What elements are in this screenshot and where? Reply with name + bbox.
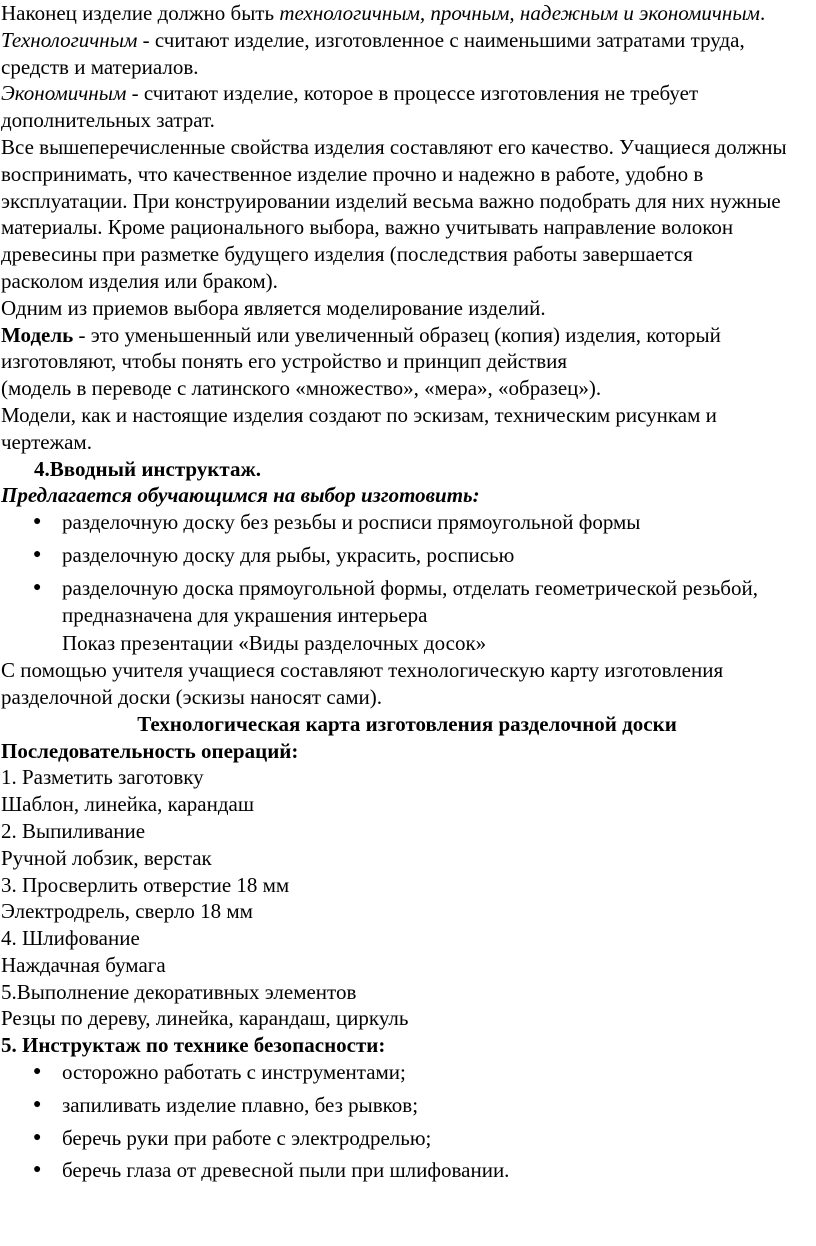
presentation-note: Показ презентации «Виды разделочных досок» [62, 631, 487, 656]
paragraph-quality: Все вышеперечисленные свойства изделия составляют его качество. Учащиеся должны воспринимать, что качественное изделие прочно и надежно в работе, удобно в эксплуатации. При конструировании изделий весьма важно подобрать для них нужные материалы. Кроме рационального выбора, важно учитывать направление волокон древесины при разметке будущего изделия (последствия работы завершается [1, 134, 787, 267]
paragraph-technological [1, 27, 813, 81]
operation-step: 3. Просверлить отверстие 18 мм [1, 872, 290, 897]
safety-list [1, 1059, 813, 1184]
list-item [1, 1157, 813, 1184]
paragraph-modeling: Одним из приемов выбора является моделирование изделий. [1, 295, 546, 320]
list-item-text: осторожно работать с инструментами; [62, 1060, 406, 1085]
list-item [1, 1092, 813, 1119]
list-item-text: беречь глаза от древесной пыли при шлифовании. [62, 1158, 510, 1183]
list-item-text: разделочную доску без резьбы и росписи прямоугольной формы [62, 510, 641, 535]
operation-tools: Шаблон, линейка, карандаш [1, 792, 255, 817]
list-item-text: беречь руки при работе с электродрелью; [62, 1125, 432, 1150]
operation-step: 2. Выпиливание [1, 818, 146, 843]
intro-end: . [759, 1, 766, 25]
bullet-icon: ● [33, 1064, 42, 1080]
paragraph-intro [1, 0, 813, 27]
operation-tools: Резцы по дереву, линейка, карандаш, циркуль [1, 1006, 409, 1031]
paragraph-model-continuation: (модель в переводе с латинского «множество», «мера», «образец»). [1, 376, 602, 401]
definition-economical: - считают изделие, которое в процессе изготовления не требует дополнительных затрат. [1, 81, 699, 133]
list-item-text: разделочную доска прямоугольной формы, отделать геометрической резьбой, предназначена для украшения интерьера [62, 575, 758, 627]
offer-heading: Предлагается обучающимся на выбор изготовить: [1, 483, 480, 508]
operation-tools: Электродрель, сверло 18 мм [1, 899, 253, 924]
operation-step: 1. Разметить заготовку [1, 765, 204, 790]
operation-step: 5.Выполнение декоративных элементов [1, 979, 357, 1004]
list-item [1, 1125, 813, 1152]
bullet-icon: ● [33, 546, 42, 562]
term-technological: Технологичным [1, 27, 138, 52]
list-item [1, 1059, 813, 1086]
intro-italic-qualities: технологичным, прочным, надежным и экономичным [279, 1, 760, 25]
operation-tools: Наждачная бумага [1, 952, 166, 977]
paragraph-teacher-help: С помощью учителя учащиеся составляют технологическую карту изготовления разделочной доски (эскизы наносят сами). [1, 658, 724, 709]
definition-model: - это уменьшенный или увеличенный образец (копия) изделия, который изготовляют, чтобы понять его устройство и принцип действия [1, 322, 721, 374]
list-item [1, 542, 813, 569]
bullet-icon: ● [33, 1162, 42, 1178]
paragraph-models-created: Модели, как и настоящие изделия создают по эскизам, техническим рисункам и чертежам. [1, 402, 717, 454]
intro-text: Наконец изделие должно быть [1, 1, 280, 25]
choices-list [1, 509, 813, 628]
bullet-icon: ● [33, 1129, 42, 1145]
heading-safety-briefing: 5. Инструктаж по технике безопасности: [1, 1033, 386, 1058]
term-model: Модель [1, 322, 74, 347]
bullet-icon: ● [33, 1096, 42, 1112]
tech-map-title: Технологическая карта изготовления разделочной доски [137, 711, 677, 736]
operations-list [1, 764, 813, 1032]
bullet-icon: ● [33, 514, 42, 530]
paragraph-quality-continuation: расколом изделия или браком). [1, 268, 278, 293]
term-economical: Экономичным [1, 81, 127, 106]
operations-title: Последовательность операций: [1, 738, 299, 763]
paragraph-economical [1, 80, 813, 134]
list-item [1, 575, 813, 629]
operation-tools: Ручной лобзик, верстак [1, 845, 212, 870]
list-item-text: разделочную доску для рыбы, украсить, росписью [62, 542, 515, 567]
list-item-text: запиливать изделие плавно, без рывков; [62, 1092, 419, 1117]
definition-technological: - считают изделие, изготовленное с наименьшими затратами труда, средств и материалов. [1, 27, 745, 79]
operation-step: 4. Шлифование [1, 926, 140, 951]
bullet-icon: ● [33, 579, 42, 595]
paragraph-model [1, 322, 813, 376]
list-item [1, 509, 813, 536]
heading-introductory-briefing: 4.Вводный инструктаж. [34, 456, 261, 481]
